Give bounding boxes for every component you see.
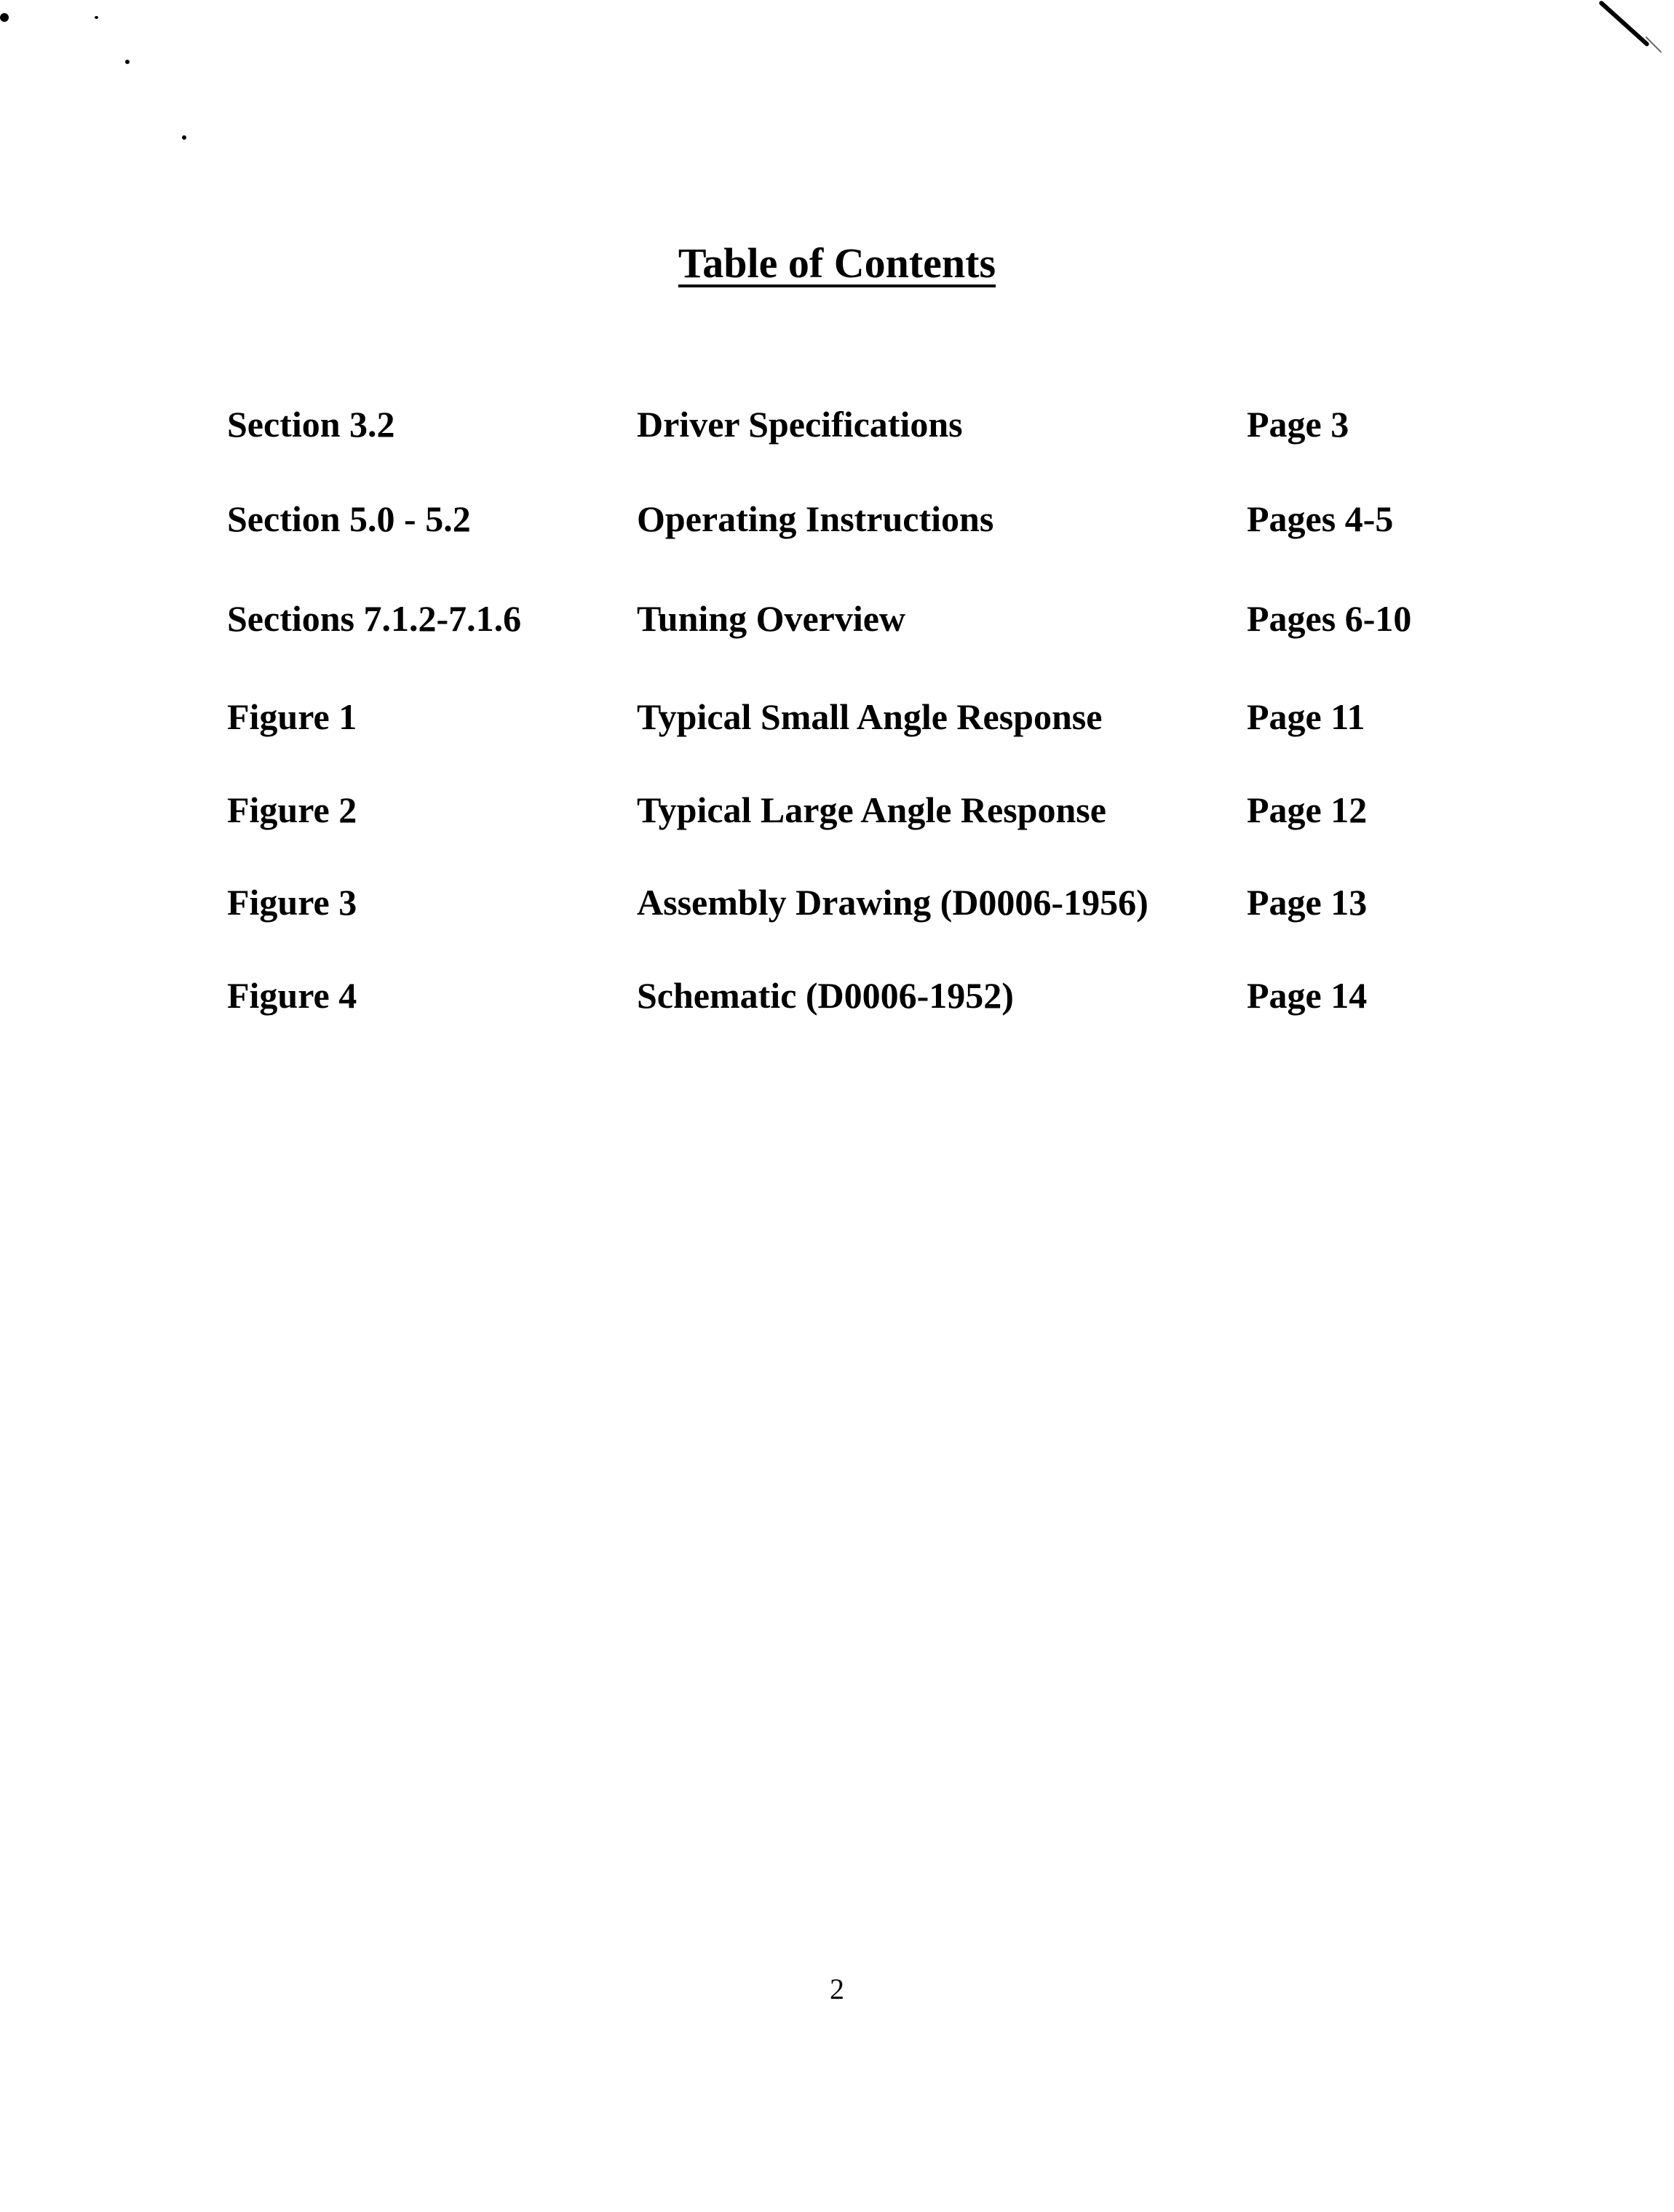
page-title: Table of Contents <box>678 239 996 287</box>
toc-entry <box>0 399 1674 450</box>
toc-entry-page: Page 13 <box>1247 882 1368 923</box>
toc-entry <box>0 970 1674 1021</box>
toc-entry-title: Operating Instructions <box>637 498 994 539</box>
toc-entry-title: Typical Large Angle Response <box>637 789 1106 830</box>
toc-entry-ref: Figure 4 <box>227 975 357 1016</box>
toc-entry <box>0 784 1674 835</box>
toc-list <box>0 0 1674 1091</box>
page-number: 2 <box>830 1973 844 2005</box>
toc-entry-page: Page 12 <box>1247 789 1368 830</box>
toc-entry-title: Typical Small Angle Response <box>637 696 1103 737</box>
toc-entry-page: Pages 6-10 <box>1247 598 1412 639</box>
toc-entry-page: Page 11 <box>1247 696 1365 737</box>
toc-entry <box>0 593 1674 644</box>
toc-entry-page: Pages 4-5 <box>1247 498 1394 539</box>
toc-entry-ref: Section 5.0 - 5.2 <box>227 498 471 539</box>
toc-entry-ref: Section 3.2 <box>227 404 395 445</box>
toc-entry-ref: Sections 7.1.2-7.1.6 <box>227 598 522 639</box>
toc-entry-page: Page 3 <box>1247 404 1349 445</box>
toc-entry-title: Tuning Overview <box>637 598 906 639</box>
toc-entry <box>0 691 1674 742</box>
toc-entry-title: Schematic (D0006-1952) <box>637 975 1014 1016</box>
toc-entry <box>0 877 1674 928</box>
toc-entry-ref: Figure 3 <box>227 882 357 923</box>
toc-entry-ref: Figure 2 <box>227 789 357 830</box>
toc-entry-title: Assembly Drawing (D0006-1956) <box>637 882 1149 923</box>
toc-entry-page: Page 14 <box>1247 975 1368 1016</box>
toc-entry <box>0 493 1674 544</box>
toc-entry-title: Driver Specifications <box>637 404 963 445</box>
toc-entry-ref: Figure 1 <box>227 696 357 737</box>
